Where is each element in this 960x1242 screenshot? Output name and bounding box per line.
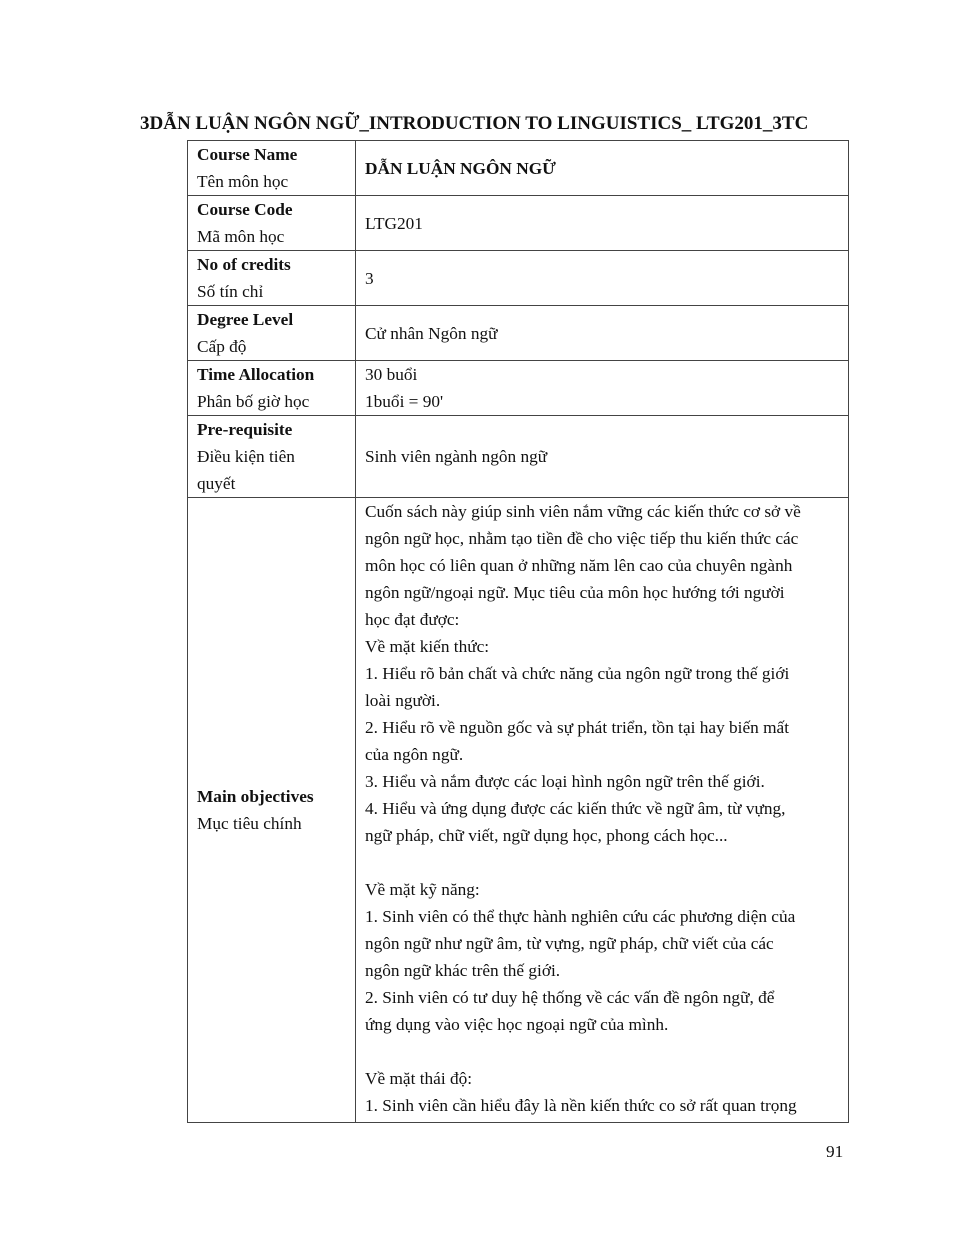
table-row-degree-level (188, 306, 849, 361)
objective-line: học đạt được: (365, 610, 460, 629)
value-cell (356, 361, 849, 416)
label-vi: Số tín chỉ (197, 282, 264, 301)
label-cell (188, 196, 356, 251)
document-heading: 3DẪN LUẬN NGÔN NGỮ_INTRODUCTION TO LINGUISTICS_ LTG201_3TC (140, 113, 809, 134)
objective-line: ngôn ngữ học, nhằm tạo tiền đề cho việc tiếp thu kiến thức các (365, 529, 799, 548)
label-en: Time Allocation (197, 365, 315, 384)
degree-level-value: Cử nhân Ngôn ngữ (365, 323, 498, 343)
objective-line: Về mặt thái độ: (365, 1069, 473, 1088)
objective-line (365, 1038, 839, 1065)
label-cell (188, 361, 356, 416)
objective-line: 2. Hiểu rõ về nguồn gốc và sự phát triển, tồn tại hay biến mất (365, 718, 790, 737)
objective-line: 2. Sinh viên có tư duy hệ thống về các vấn đề ngôn ngữ, để (365, 988, 775, 1007)
table-row-time-allocation (188, 361, 849, 416)
label-vi: Mục tiêu chính (197, 814, 302, 833)
label-en: Pre-requisite (197, 420, 293, 439)
objective-line: môn học có liên quan ở những năm lên cao của chuyên ngành (365, 556, 793, 575)
label-vi: Mã môn học (197, 227, 285, 246)
table-row-main-objectives (188, 498, 849, 1123)
table-row-prerequisite (188, 416, 849, 498)
table-row-course-name (188, 141, 849, 196)
objective-line: ngữ pháp, chữ viết, ngữ dụng học, phong cách học... (365, 826, 728, 845)
objective-line: ngôn ngữ/ngoại ngữ. Mục tiêu của môn học hướng tới người (365, 583, 785, 602)
label-vi: Tên môn học (197, 172, 289, 191)
label-vi: Cấp độ (197, 337, 247, 356)
page-number: 91 (826, 1142, 844, 1161)
time-allocation-sessions: 30 buổi (365, 365, 418, 384)
label-en: Course Code (197, 200, 293, 219)
label-en: Main objectives (197, 787, 314, 806)
objective-line: loài người. (365, 691, 441, 710)
course-code-value: LTG201 (365, 213, 423, 233)
value-cell (356, 141, 849, 196)
label-en: No of credits (197, 255, 291, 274)
objective-line: 3. Hiểu và nắm được các loại hình ngôn ngữ trên thế giới. (365, 772, 765, 791)
table-row-course-code (188, 196, 849, 251)
label-cell (188, 498, 356, 1123)
label-cell (188, 306, 356, 361)
objective-line: Về mặt kiến thức: (365, 637, 490, 656)
objective-line: ứng dụng vào việc học ngoại ngữ của mình. (365, 1015, 669, 1034)
objectives-value-cell (356, 498, 849, 1123)
course-name-value: DẪN LUẬN NGÔN NGỮ (365, 158, 556, 178)
objective-line: 1. Sinh viên có thể thực hành nghiên cứu các phương diện của (365, 907, 796, 926)
value-cell (356, 251, 849, 306)
objective-line: của ngôn ngữ. (365, 745, 464, 764)
label-vi: quyết (197, 474, 236, 493)
label-en: Degree Level (197, 310, 294, 329)
objective-line: 1. Sinh viên cần hiểu đây là nền kiến thức co sở rất quan trọng (365, 1096, 797, 1115)
objective-line: ngôn ngữ khác trên thế giới. (365, 961, 561, 980)
objective-line: 1. Hiểu rõ bản chất và chức năng của ngôn ngữ trong thế giới (365, 664, 790, 683)
label-vi: Phân bố giờ học (197, 392, 310, 411)
label-cell (188, 416, 356, 498)
time-allocation-duration: 1buổi = 90' (365, 392, 444, 411)
label-en: Course Name (197, 145, 298, 164)
objective-line: Cuốn sách này giúp sinh viên nắm vững các kiến thức cơ sở về (365, 502, 801, 521)
objective-line: 4. Hiểu và ứng dụng được các kiến thức về ngữ âm, từ vựng, (365, 799, 786, 818)
objectives-text (365, 498, 839, 1119)
label-cell (188, 251, 356, 306)
value-cell (356, 196, 849, 251)
credits-value: 3 (365, 268, 374, 288)
course-info-table (187, 140, 849, 1123)
objective-line: ngôn ngữ như ngữ âm, từ vựng, ngữ pháp, chữ viết của các (365, 934, 774, 953)
label-cell (188, 141, 356, 196)
prerequisite-value: Sinh viên ngành ngôn ngữ (365, 447, 548, 466)
objective-line: Về mặt kỹ năng: (365, 880, 480, 899)
value-cell (356, 416, 849, 498)
objective-line (365, 849, 839, 876)
table-row-credits (188, 251, 849, 306)
label-vi: Điều kiện tiên (197, 447, 295, 466)
value-cell (356, 306, 849, 361)
